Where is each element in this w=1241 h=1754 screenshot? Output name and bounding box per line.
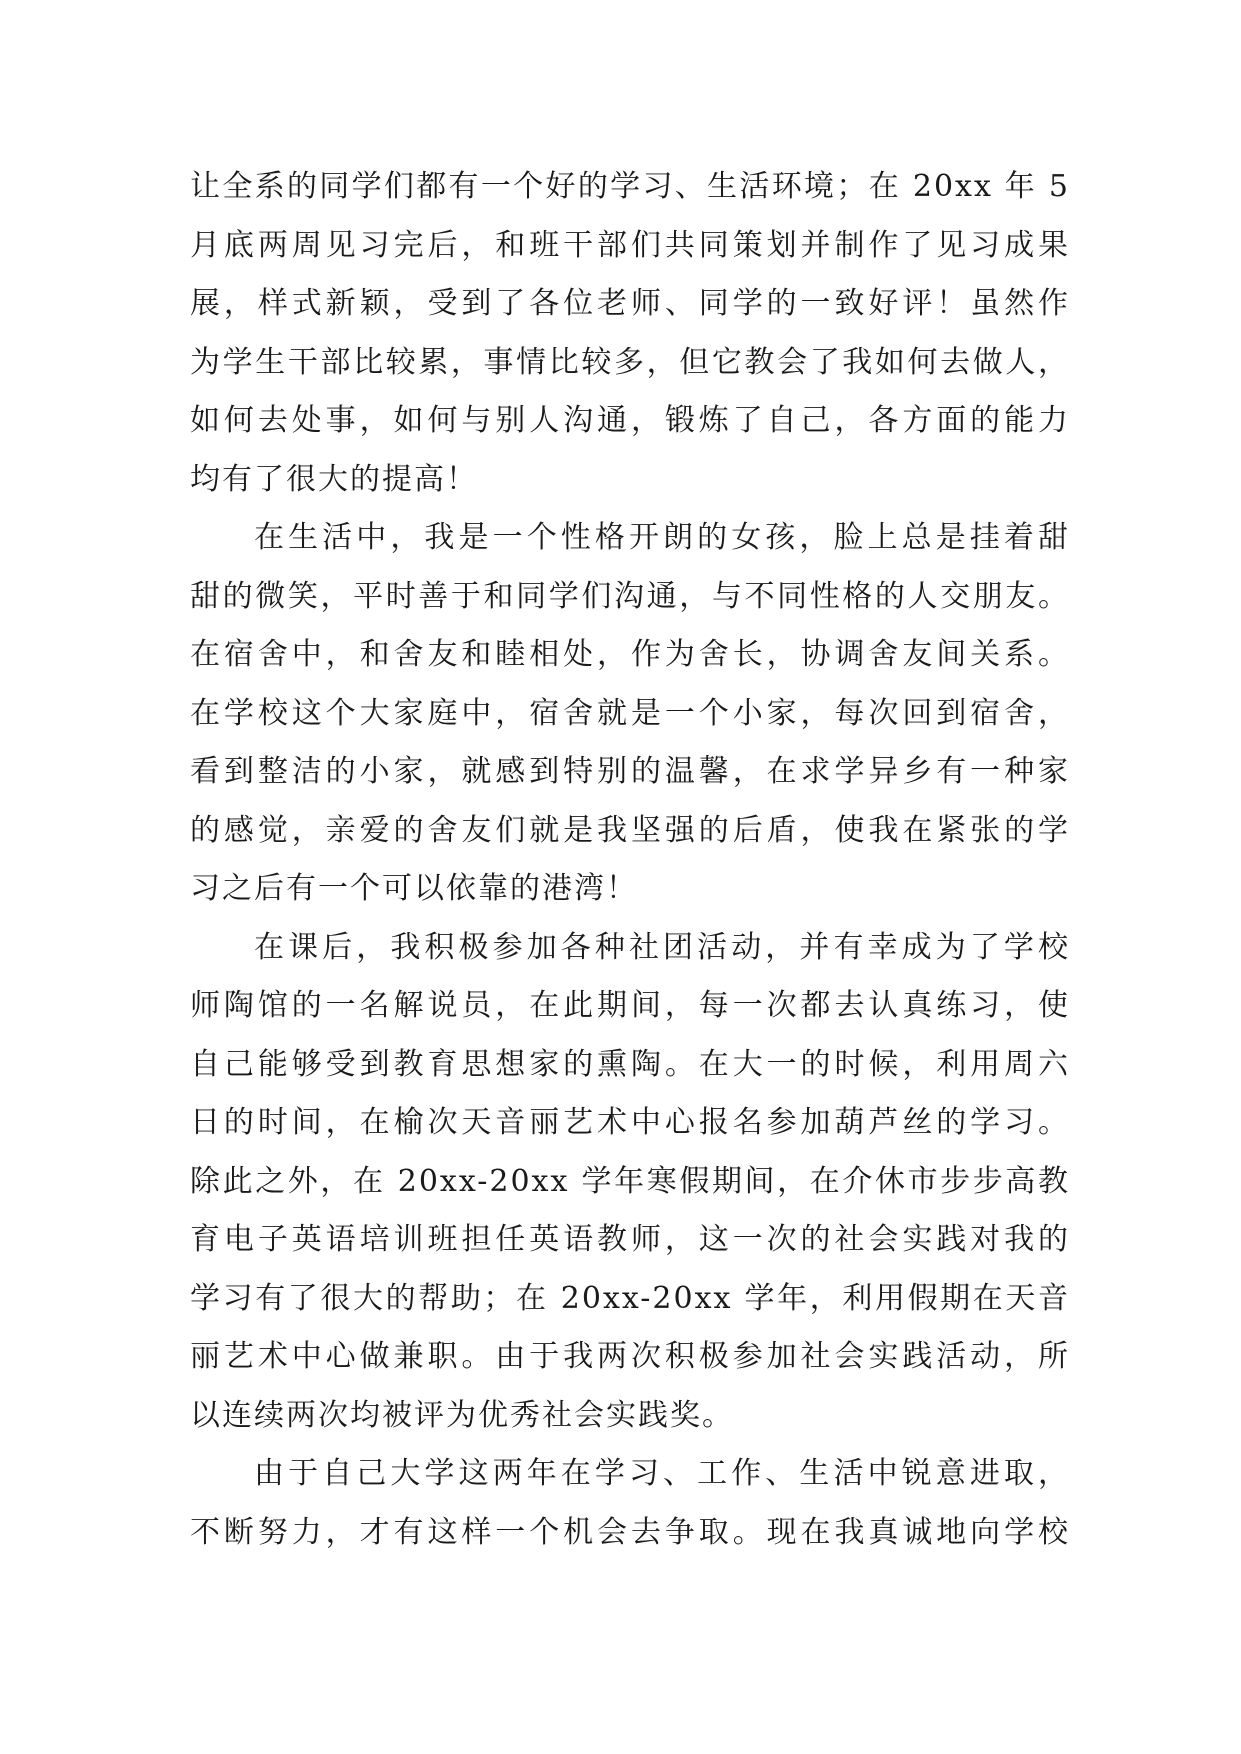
text-line: 在生活中，我是一个性格开朗的女孩，脸上总是挂着甜: [254, 520, 1070, 555]
text-line: 看到整洁的小家，就感到特别的温馨，在求学异乡有一种家: [190, 754, 1070, 789]
text-line: 师陶馆的一名解说员，在此期间，每一次都去认真练习，使: [190, 988, 1070, 1023]
text-line: 育电子英语培训班担任英语教师，这一次的社会实践对我的: [190, 1222, 1070, 1257]
text-line: 自己能够受到教育思想家的熏陶。在大一的时候，利用周六: [190, 1046, 1070, 1082]
text-line: 让全系的同学们都有一个好的学习、生活环境；在 20xx 年 5: [190, 169, 1070, 204]
text-line: 在课后，我积极参加各种社团活动，并有幸成为了学校: [254, 929, 1070, 965]
text-line: 由于自己大学这两年在学习、工作、生活中锐意进取，: [254, 1456, 1070, 1491]
text-line: 的感觉，亲爱的舍友们就是我坚强的后盾，使我在紧张的学: [190, 812, 1070, 848]
text-line: 除此之外，在 20xx-20xx 学年寒假期间，在介休市步步高教: [190, 1163, 1070, 1199]
text-line: 甜的微笑，平时善于和同学们沟通，与不同性格的人交朋友。: [190, 578, 1070, 614]
text-line: 为学生干部比较累，事情比较多，但它教会了我如何去做人，: [190, 344, 1070, 380]
text-line: 日的时间，在榆次天音丽艺术中心报名参加葫芦丝的学习。: [190, 1105, 1070, 1140]
text-line: 丽艺术中心做兼职。由于我两次积极参加社会实践活动，所: [190, 1339, 1070, 1374]
text-line: 以连续两次均被评为优秀社会实践奖。: [190, 1397, 734, 1433]
text-line: 习之后有一个可以依靠的港湾！: [190, 871, 638, 906]
text-line: 学习有了很大的帮助；在 20xx-20xx 学年，利用假期在天音: [190, 1280, 1070, 1316]
text-line: 不断努力，才有这样一个机会去争取。现在我真诚地向学校: [190, 1514, 1070, 1550]
body-text: [190, 158, 1070, 1562]
text-line: 如何去处事，如何与别人沟通，锻炼了自己，各方面的能力: [190, 403, 1070, 438]
text-line: 展，样式新颖，受到了各位老师、同学的一致好评！虽然作: [190, 286, 1070, 321]
text-line: 均有了很大的提高！: [190, 461, 478, 497]
text-line: 在学校这个大家庭中，宿舍就是一个小家，每次回到宿舍，: [190, 695, 1070, 731]
text-line: 月底两周见习完后，和班干部们共同策划并制作了见习成果: [190, 227, 1070, 263]
text-line: 在宿舍中，和舍友和睦相处，作为舍长，协调舍友间关系。: [190, 637, 1070, 672]
